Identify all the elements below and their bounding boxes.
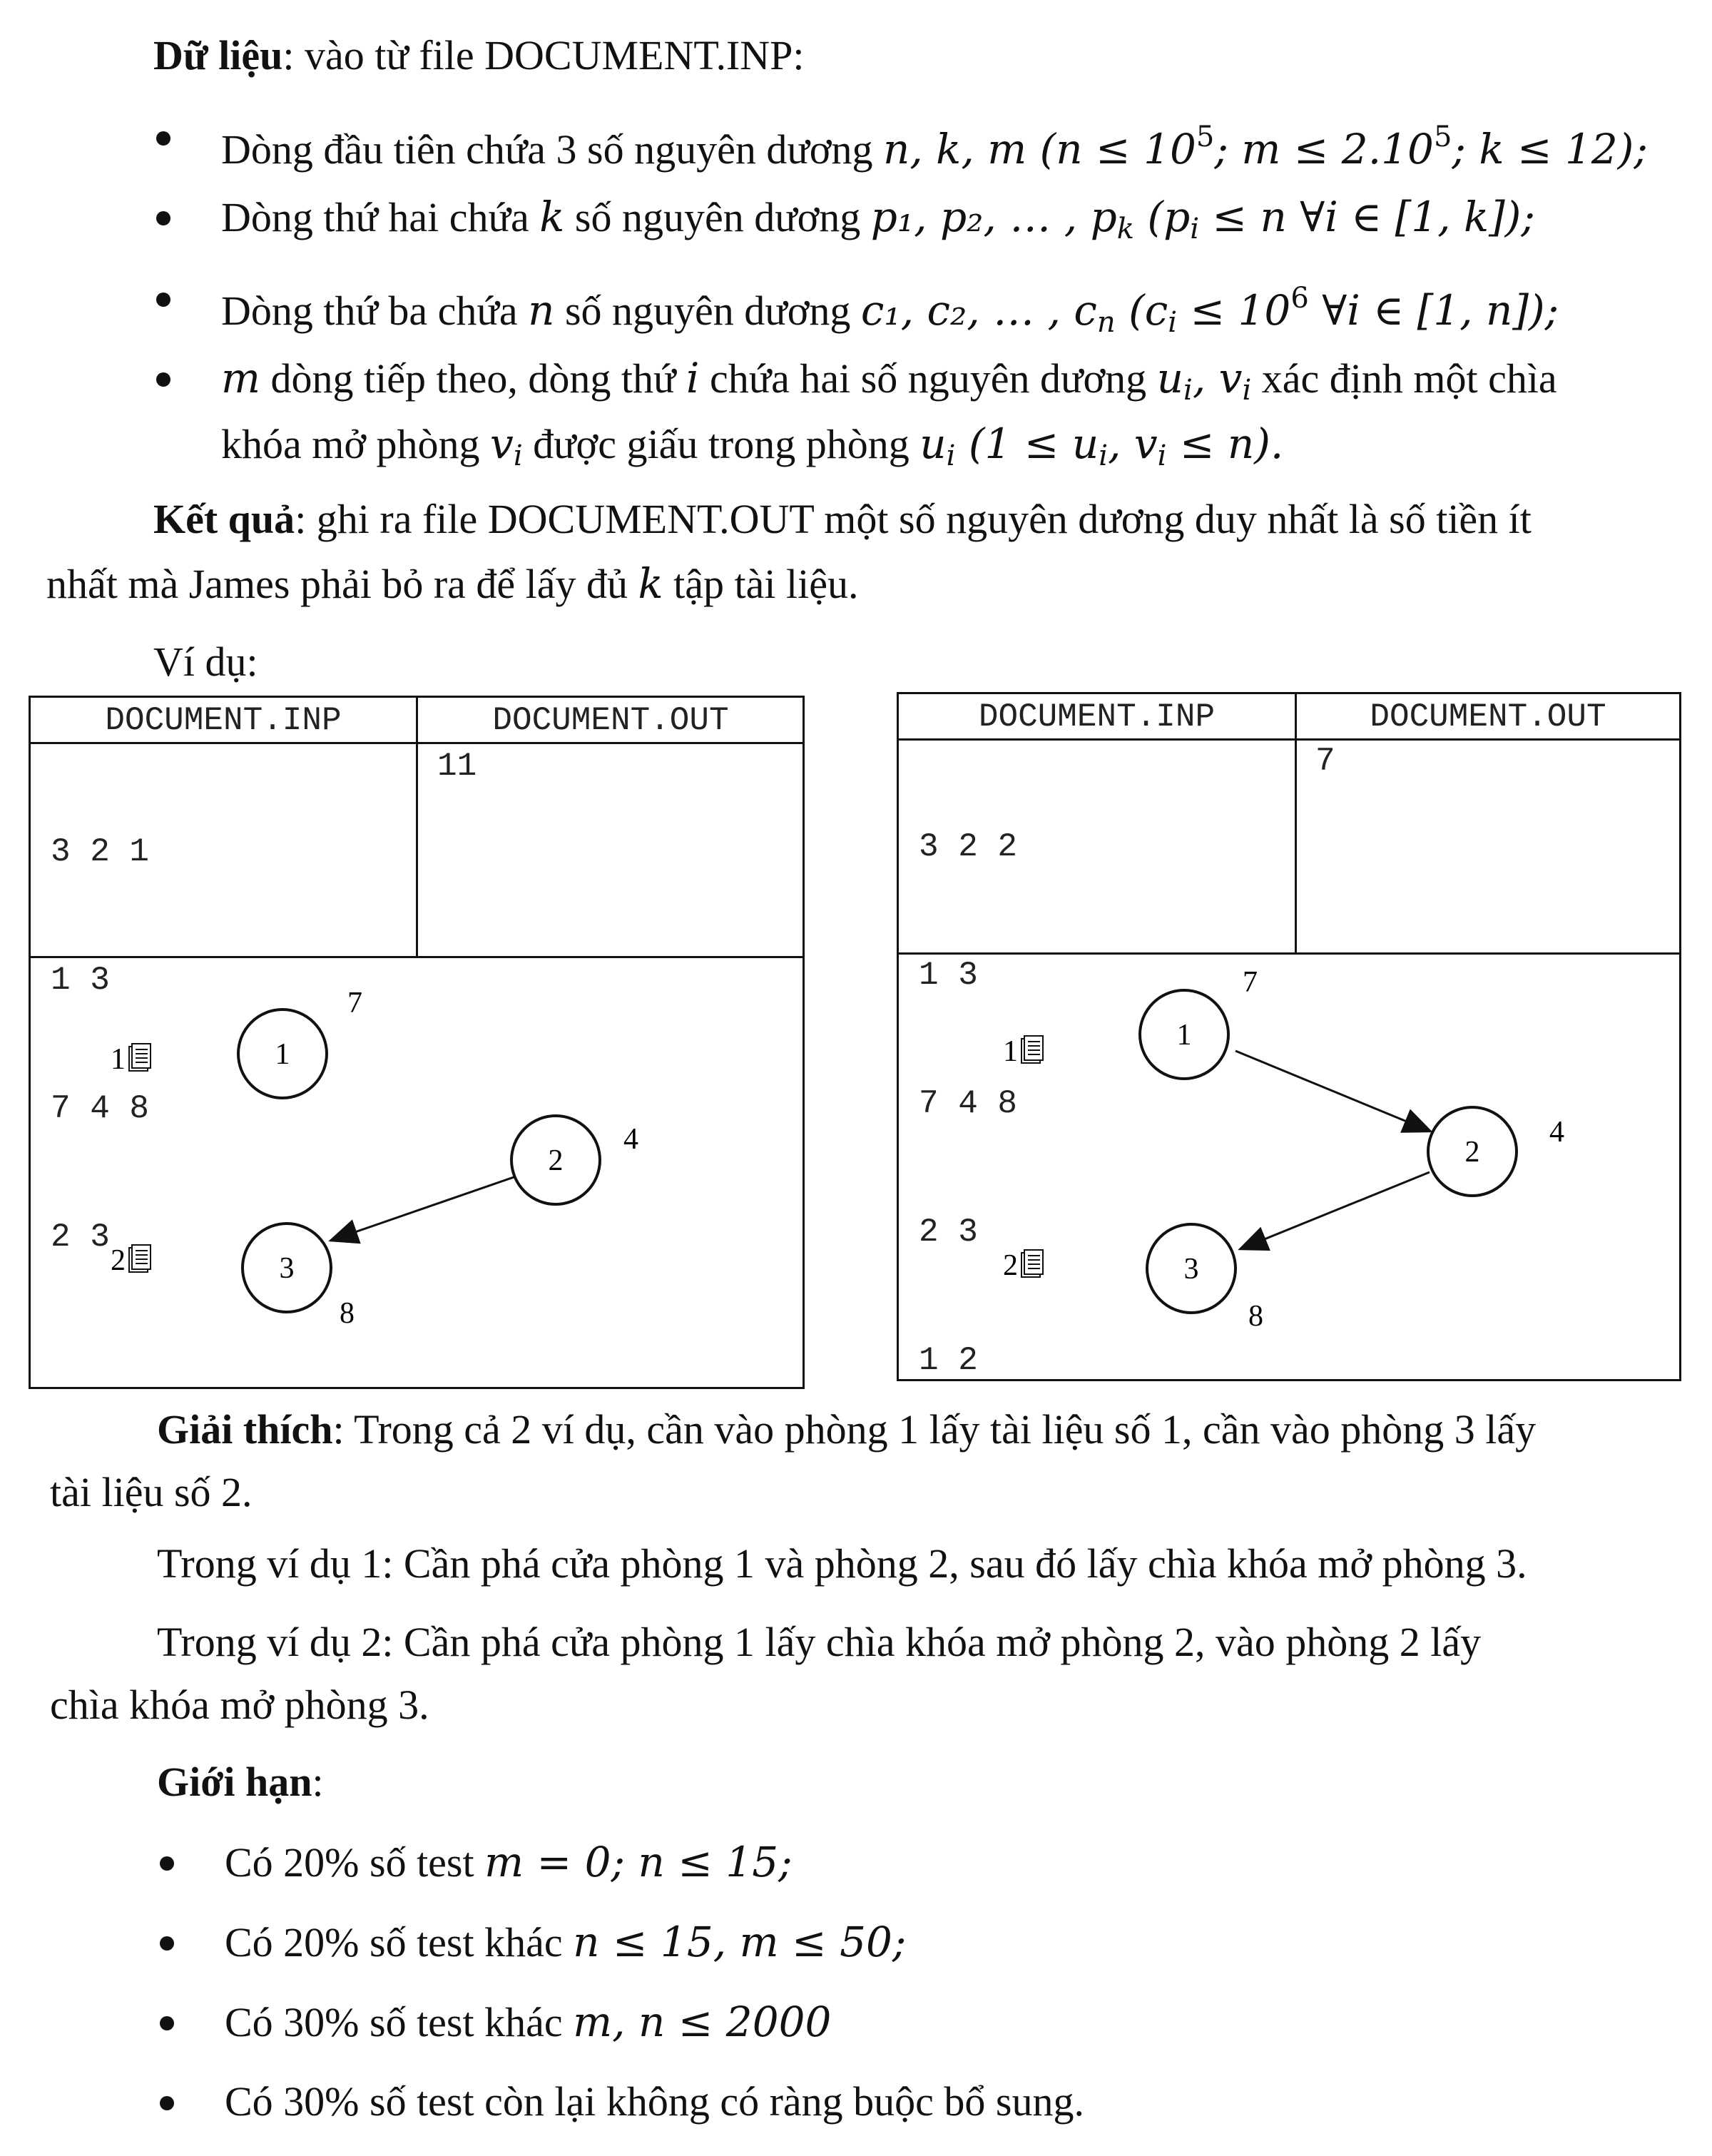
bullet-icon (160, 2016, 174, 2030)
l2-math: n ≤ 15, m ≤ 50; (573, 1918, 907, 1966)
key-edge-arrow (1235, 1051, 1431, 1132)
inp-header: DOCUMENT.INP (978, 698, 1216, 736)
example-2-explanation-line2: chìa khóa mở phòng 3. (50, 1682, 429, 1728)
b4l2-e: ≤ n). (1166, 419, 1284, 468)
bullet-icon (156, 293, 170, 307)
b3-sup: 6 (1290, 282, 1309, 315)
inp-line: 1 2 (919, 1342, 978, 1379)
out-content: 7 (1315, 743, 1335, 780)
limit-3 (225, 1989, 831, 2055)
inp-line: 7 4 8 (51, 1090, 150, 1127)
l3-math: m, n ≤ 2000 (573, 1998, 832, 2046)
inp-line: 3 2 2 (919, 828, 1018, 865)
input-line-3 (221, 265, 1559, 355)
document-icon (1021, 1036, 1043, 1063)
b1-text: Dòng đầu tiên chứa 3 số nguyên dương (221, 126, 883, 173)
b3-end2: ≤ 10 (1177, 286, 1291, 335)
b4l2-usub: i (946, 439, 956, 472)
inp-line: 7 4 8 (919, 1085, 1018, 1122)
b4l2-vsub: i (513, 439, 523, 472)
b1-math: n, k, m (n ≤ 10 (882, 125, 1196, 173)
l2-text: Có 20% số test khác (225, 1919, 574, 1966)
room-label: 1 (275, 1038, 290, 1071)
room-label: 1 (1176, 1019, 1192, 1052)
b3-n: n (528, 286, 555, 335)
limits-label: Giới hạn (157, 1759, 312, 1805)
room-cost: 8 (340, 1297, 355, 1330)
room-cost: 4 (623, 1123, 638, 1156)
bullet-icon (156, 131, 170, 146)
b4-a: dòng tiếp theo, dòng thứ (260, 355, 686, 402)
b2-end2: ≤ n ∀i ∈ [1, k]); (1199, 193, 1535, 241)
inp-line: 1 3 (51, 962, 110, 999)
bullet-icon (160, 1856, 174, 1871)
result-line2-k: k (638, 559, 663, 608)
b4l2-a: khóa mở phòng (221, 421, 491, 467)
limit-1 (225, 1829, 793, 1896)
room-cost: 7 (1243, 966, 1258, 999)
b3-end: (c (1115, 286, 1168, 335)
b1-sup2: 5 (1433, 121, 1452, 153)
b2-sub: k (1116, 213, 1134, 245)
b2-k: k (539, 193, 565, 241)
b4l2-u: u (919, 419, 947, 468)
limits-heading (157, 1749, 324, 1815)
document-icon (129, 1245, 151, 1272)
b2-mid: số nguyên dương (564, 194, 871, 240)
b4l2-b: được giấu trong phòng (522, 421, 920, 467)
output-section (153, 487, 1532, 552)
example-2-explanation: Trong ví dụ 2: Cần phá cửa phòng 1 lấy chìa khóa mở phòng 2, vào phòng 2 lấy (157, 1619, 1482, 1665)
data-text: : vào từ file DOCUMENT.INP: (282, 32, 805, 78)
limit-4: Có 30% số test còn lại không có ràng buộc bổ sung. (225, 2078, 1084, 2125)
l3-text: Có 30% số test khác (225, 1999, 574, 2045)
b4-v: , v (1192, 354, 1243, 402)
explanation-section (157, 1397, 1536, 1463)
b3-end-sub: i (1168, 306, 1178, 339)
room-label: 2 (1464, 1136, 1480, 1169)
out-content: 11 (437, 748, 477, 785)
example-2-box (897, 692, 1681, 1381)
b4-v-sub: i (1242, 374, 1252, 407)
b4-u-sub: i (1183, 374, 1193, 407)
doc-label: 1 (111, 1043, 126, 1076)
b3-mid: số nguyên dương (554, 288, 861, 334)
result-label: Kết quả (153, 496, 295, 542)
b4l2-d: , v (1108, 419, 1158, 468)
l1-text: Có 20% số test (225, 1839, 485, 1886)
b1-math-end: ; k ≤ 12); (1452, 125, 1648, 173)
b4-c: xác định một chìa (1251, 355, 1557, 402)
room-cost: 4 (1549, 1116, 1564, 1149)
bullet-icon (160, 1936, 174, 1951)
graph-diagram-2 (899, 955, 1679, 1379)
b4l2-csub: i (1099, 439, 1108, 472)
inp-line: 2 3 (51, 1219, 110, 1256)
out-header: DOCUMENT.OUT (492, 702, 729, 739)
bullet-icon (156, 211, 170, 225)
example-label: Ví dụ: (153, 639, 258, 685)
inp-header: DOCUMENT.INP (105, 702, 342, 739)
inp-line: 3 2 1 (51, 833, 150, 870)
b3-end3: ∀i ∈ [1, n]); (1308, 286, 1559, 335)
limits-colon: : (312, 1759, 324, 1805)
doc-label: 1 (1003, 1035, 1018, 1068)
b1-math-mid: ; m ≤ 2.10 (1214, 125, 1434, 173)
b3-sub: n (1096, 306, 1116, 339)
data-label: Dữ liệu (153, 32, 283, 78)
b1-sup: 5 (1196, 121, 1215, 153)
document-icon (1021, 1250, 1043, 1277)
inp-line: 2 3 (919, 1214, 978, 1251)
bullet-icon (160, 2096, 174, 2110)
room-label: 2 (548, 1144, 564, 1177)
input-section-heading (153, 23, 805, 88)
input-line-2 (221, 184, 1535, 262)
explain-text: : Trong cả 2 ví dụ, cần vào phòng 1 lấy tài liệu số 1, cần vào phòng 3 lấy (332, 1406, 1537, 1453)
b4l2-c: (1 ≤ u (955, 419, 1099, 468)
document-icon (129, 1044, 151, 1071)
example-1-box (29, 696, 805, 1389)
input-line-1 (221, 104, 1648, 183)
bullet-icon (156, 372, 170, 387)
room-label: 3 (1183, 1253, 1199, 1286)
inp-line: 1 3 (919, 957, 978, 994)
b4l2-v: v (490, 419, 514, 468)
result-line2-a: nhất mà James phải bỏ ra để lấy đủ (46, 561, 638, 607)
output-section-line2 (46, 551, 858, 617)
b4-u: u (1156, 354, 1184, 402)
out-header: DOCUMENT.OUT (1370, 698, 1606, 736)
doc-label: 2 (111, 1244, 126, 1277)
room-cost: 8 (1248, 1300, 1263, 1333)
b3-math: c₁, c₂, … , c (860, 286, 1097, 335)
limit-2 (225, 1909, 906, 1976)
b2-math: p₁, p₂, … , p (870, 193, 1117, 241)
explanation-line2: tài liệu số 2. (50, 1469, 253, 1515)
explain-label: Giải thích (157, 1406, 333, 1453)
b4l2-dsub: i (1157, 439, 1167, 472)
graph-diagram-1 (31, 958, 802, 1386)
b4-b: chứa hai số nguyên dương (699, 355, 1157, 402)
room-label: 3 (279, 1252, 295, 1285)
example-1-explanation: Trong ví dụ 1: Cần phá cửa phòng 1 và phòng 2, sau đó lấy chìa khóa mở phòng 3. (157, 1540, 1527, 1587)
b4-m: m (221, 354, 260, 402)
result-line2-b: tập tài liệu. (663, 561, 859, 607)
key-edge-arrow (330, 1176, 518, 1241)
b3-text: Dòng thứ ba chứa (221, 288, 529, 334)
doc-label: 2 (1003, 1249, 1018, 1282)
b2-end: (p (1134, 193, 1191, 241)
input-line-4b (221, 411, 1283, 489)
result-text: : ghi ra file DOCUMENT.OUT một số nguyên dương duy nhất là số tiền ít (295, 496, 1532, 542)
key-edge-arrow (1240, 1172, 1430, 1249)
b4-i: i (686, 354, 700, 402)
b2-end-sub: i (1190, 213, 1199, 245)
l1-math: m = 0; n ≤ 15; (484, 1838, 793, 1886)
b2-text: Dòng thứ hai chứa (221, 194, 540, 240)
room-cost: 7 (347, 987, 362, 1019)
